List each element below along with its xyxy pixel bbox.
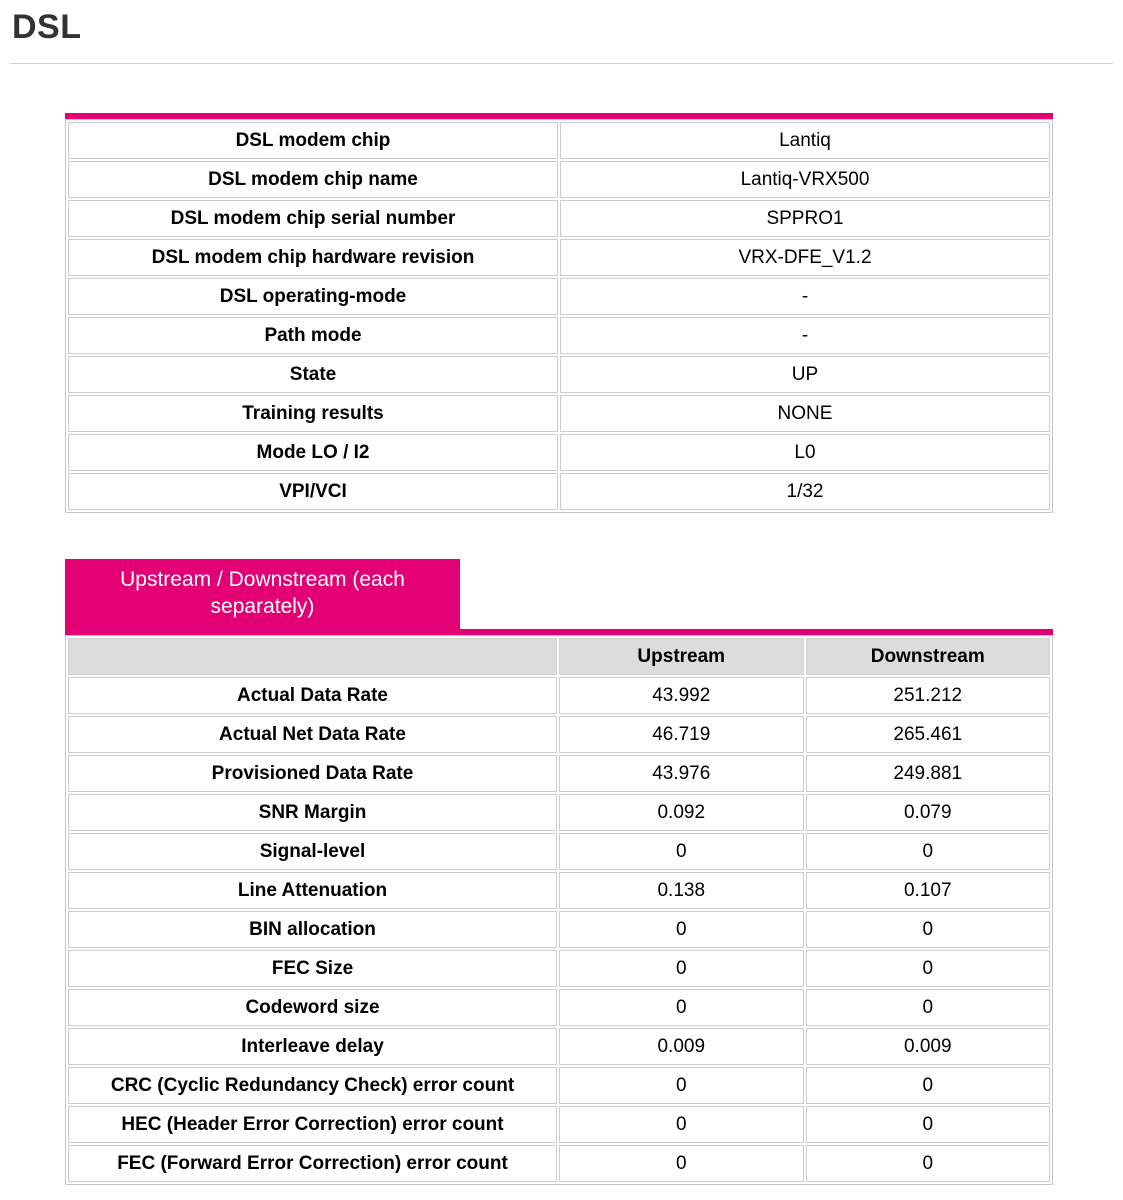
column-header-downstream: Downstream <box>806 638 1051 675</box>
upstream-downstream-section-tab: Upstream / Downstream (each separately) <box>65 559 460 629</box>
upstream-value: 0 <box>559 911 804 948</box>
row-label: VPI/VCI <box>68 473 558 510</box>
modem-info-table <box>65 119 1053 513</box>
upstream-downstream-section <box>65 559 1053 1185</box>
downstream-value: 0.107 <box>806 872 1051 909</box>
row-label: DSL modem chip hardware revision <box>68 239 558 276</box>
row-value: NONE <box>560 395 1050 432</box>
table-row <box>68 122 1050 159</box>
column-header-empty <box>68 638 557 675</box>
row-label: Codeword size <box>68 989 557 1026</box>
table-row <box>68 356 1050 393</box>
table-row <box>68 239 1050 276</box>
downstream-value: 0 <box>806 1145 1051 1182</box>
table-row <box>68 755 1050 792</box>
row-label: FEC (Forward Error Correction) error count <box>68 1145 557 1182</box>
row-label: Training results <box>68 395 558 432</box>
row-value: L0 <box>560 434 1050 471</box>
upstream-value: 46.719 <box>559 716 804 753</box>
upstream-value: 0 <box>559 1145 804 1182</box>
table-row <box>68 1067 1050 1104</box>
table-row <box>68 794 1050 831</box>
upstream-value: 43.992 <box>559 677 804 714</box>
row-value: - <box>560 317 1050 354</box>
row-label: Line Attenuation <box>68 872 557 909</box>
row-value: Lantiq <box>560 122 1050 159</box>
downstream-value: 249.881 <box>806 755 1051 792</box>
downstream-value: 0 <box>806 1106 1051 1143</box>
table-row <box>68 1145 1050 1182</box>
downstream-value: 0 <box>806 989 1051 1026</box>
table-row <box>68 716 1050 753</box>
row-value: VRX-DFE_V1.2 <box>560 239 1050 276</box>
upstream-value: 0.009 <box>559 1028 804 1065</box>
table-row <box>68 911 1050 948</box>
table-row <box>68 395 1050 432</box>
table-row <box>68 677 1050 714</box>
row-label: HEC (Header Error Correction) error count <box>68 1106 557 1143</box>
row-label-text: CRC (Cyclic Redundancy Check) error count <box>110 1075 515 1096</box>
downstream-value: 0 <box>806 1067 1051 1104</box>
row-label: Path mode <box>68 317 558 354</box>
table-row <box>68 161 1050 198</box>
table-row <box>68 278 1050 315</box>
downstream-value: 0.009 <box>806 1028 1051 1065</box>
upstream-value: 0 <box>559 950 804 987</box>
table-row <box>68 950 1050 987</box>
row-label: Provisioned Data Rate <box>68 755 557 792</box>
downstream-value: 0 <box>806 833 1051 870</box>
modem-info-section <box>65 113 1053 513</box>
downstream-value: 0 <box>806 950 1051 987</box>
downstream-value: 251.212 <box>806 677 1051 714</box>
row-label: FEC Size <box>68 950 557 987</box>
table-row <box>68 989 1050 1026</box>
row-label: DSL modem chip name <box>68 161 558 198</box>
row-label: Signal-level <box>68 833 557 870</box>
upstream-value: 0 <box>559 1106 804 1143</box>
table-row <box>68 1106 1050 1143</box>
row-value: 1/32 <box>560 473 1050 510</box>
row-label: State <box>68 356 558 393</box>
upstream-value: 0 <box>559 833 804 870</box>
downstream-value: 0.079 <box>806 794 1051 831</box>
row-label: DSL modem chip serial number <box>68 200 558 237</box>
row-label: Interleave delay <box>68 1028 557 1065</box>
table-row <box>68 833 1050 870</box>
row-value: SPPRO1 <box>560 200 1050 237</box>
column-header-upstream: Upstream <box>559 638 804 675</box>
table-row <box>68 473 1050 510</box>
downstream-value: 265.461 <box>806 716 1051 753</box>
row-label: Actual Net Data Rate <box>68 716 557 753</box>
upstream-value: 0 <box>559 1067 804 1104</box>
row-value: UP <box>560 356 1050 393</box>
row-label: Actual Data Rate <box>68 677 557 714</box>
upstream-value: 0 <box>559 989 804 1026</box>
table-row <box>68 434 1050 471</box>
table-row <box>68 200 1050 237</box>
row-value: - <box>560 278 1050 315</box>
upstream-value: 0.092 <box>559 794 804 831</box>
row-label: Mode LO / I2 <box>68 434 558 471</box>
row-label: BIN allocation <box>68 911 557 948</box>
row-label: DSL operating-mode <box>68 278 558 315</box>
table-row <box>68 317 1050 354</box>
table-row <box>68 1028 1050 1065</box>
page-title: DSL <box>12 8 82 46</box>
row-label <box>68 1067 557 1104</box>
upstream-value: 43.976 <box>559 755 804 792</box>
upstream-downstream-table <box>65 635 1053 1185</box>
upstream-value: 0.138 <box>559 872 804 909</box>
row-label: SNR Margin <box>68 794 557 831</box>
row-value: Lantiq-VRX500 <box>560 161 1050 198</box>
title-divider <box>10 63 1113 64</box>
bottom-whitespace <box>0 1185 1123 1200</box>
table-header-row <box>68 638 1050 675</box>
table-row <box>68 872 1050 909</box>
row-label: DSL modem chip <box>68 122 558 159</box>
downstream-value: 0 <box>806 911 1051 948</box>
